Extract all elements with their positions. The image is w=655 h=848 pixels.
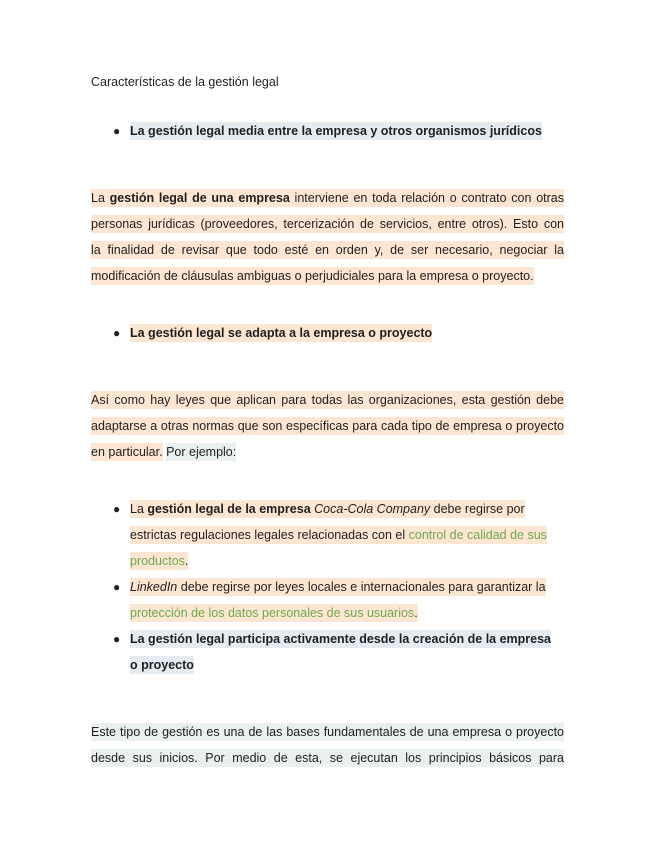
- list-item-coca-cola: La gestión legal de la empresa Coca-Cola Company debe regirse por estrictas regulaciones legales relacionadas con el control de calidad de sus productos.: [130, 502, 547, 568]
- bullet-icon: ●: [113, 580, 121, 594]
- paragraph-3-line-2: desde sus inicios. Por medio de esta, se ejecutan los principios básicos para: [91, 751, 564, 765]
- document-title: Características de la gestión legal: [91, 75, 279, 89]
- paragraph-1-line-1: La gestión legal de una empresa interviene en toda relación o contrato con otras: [91, 191, 564, 205]
- paragraph-2-line-3: en particular. Por ejemplo:: [91, 445, 237, 459]
- section-heading-2: La gestión legal se adapta a la empresa o proyecto: [130, 326, 433, 340]
- paragraph-1-line-2: personas jurídicas (proveedores, tercerización de servicios, entre otros). Esto con: [91, 217, 564, 231]
- list-item-linkedin: LinkedIn debe regirse por leyes locales e internacionales para garantizar la protección de los datos personales de sus usuarios.: [130, 580, 546, 620]
- paragraph-1-line-3: la finalidad de revisar que todo esté en orden y, de ser necesario, negociar la: [91, 243, 564, 257]
- bullet-icon: ●: [113, 124, 121, 138]
- paragraph-1: [91, 185, 564, 289]
- paragraph-2-line-1: Así como hay leyes que aplican para todas las organizaciones, esta gestión debe: [91, 393, 564, 407]
- paragraph-3-line-1: Este tipo de gestión es una de las bases fundamentales de una empresa o proyecto: [91, 725, 564, 739]
- bullet-icon: ●: [113, 632, 121, 646]
- paragraph-2: [91, 387, 564, 465]
- section-heading-1: La gestión legal media entre la empresa y otros organismos jurídicos: [130, 124, 542, 138]
- paragraph-2-line-2: adaptarse a otras normas que son específicas para cada tipo de empresa o proyecto: [91, 419, 564, 433]
- paragraph-1-line-4: modificación de cláusulas ambiguas o perjudiciales para la empresa o proyecto.: [91, 269, 534, 283]
- bullet-icon: ●: [113, 502, 121, 516]
- paragraph-3: [91, 719, 564, 771]
- bullet-icon: ●: [113, 326, 121, 340]
- section-heading-3: La gestión legal participa activamente desde la creación de la empresa o proyecto: [130, 632, 552, 672]
